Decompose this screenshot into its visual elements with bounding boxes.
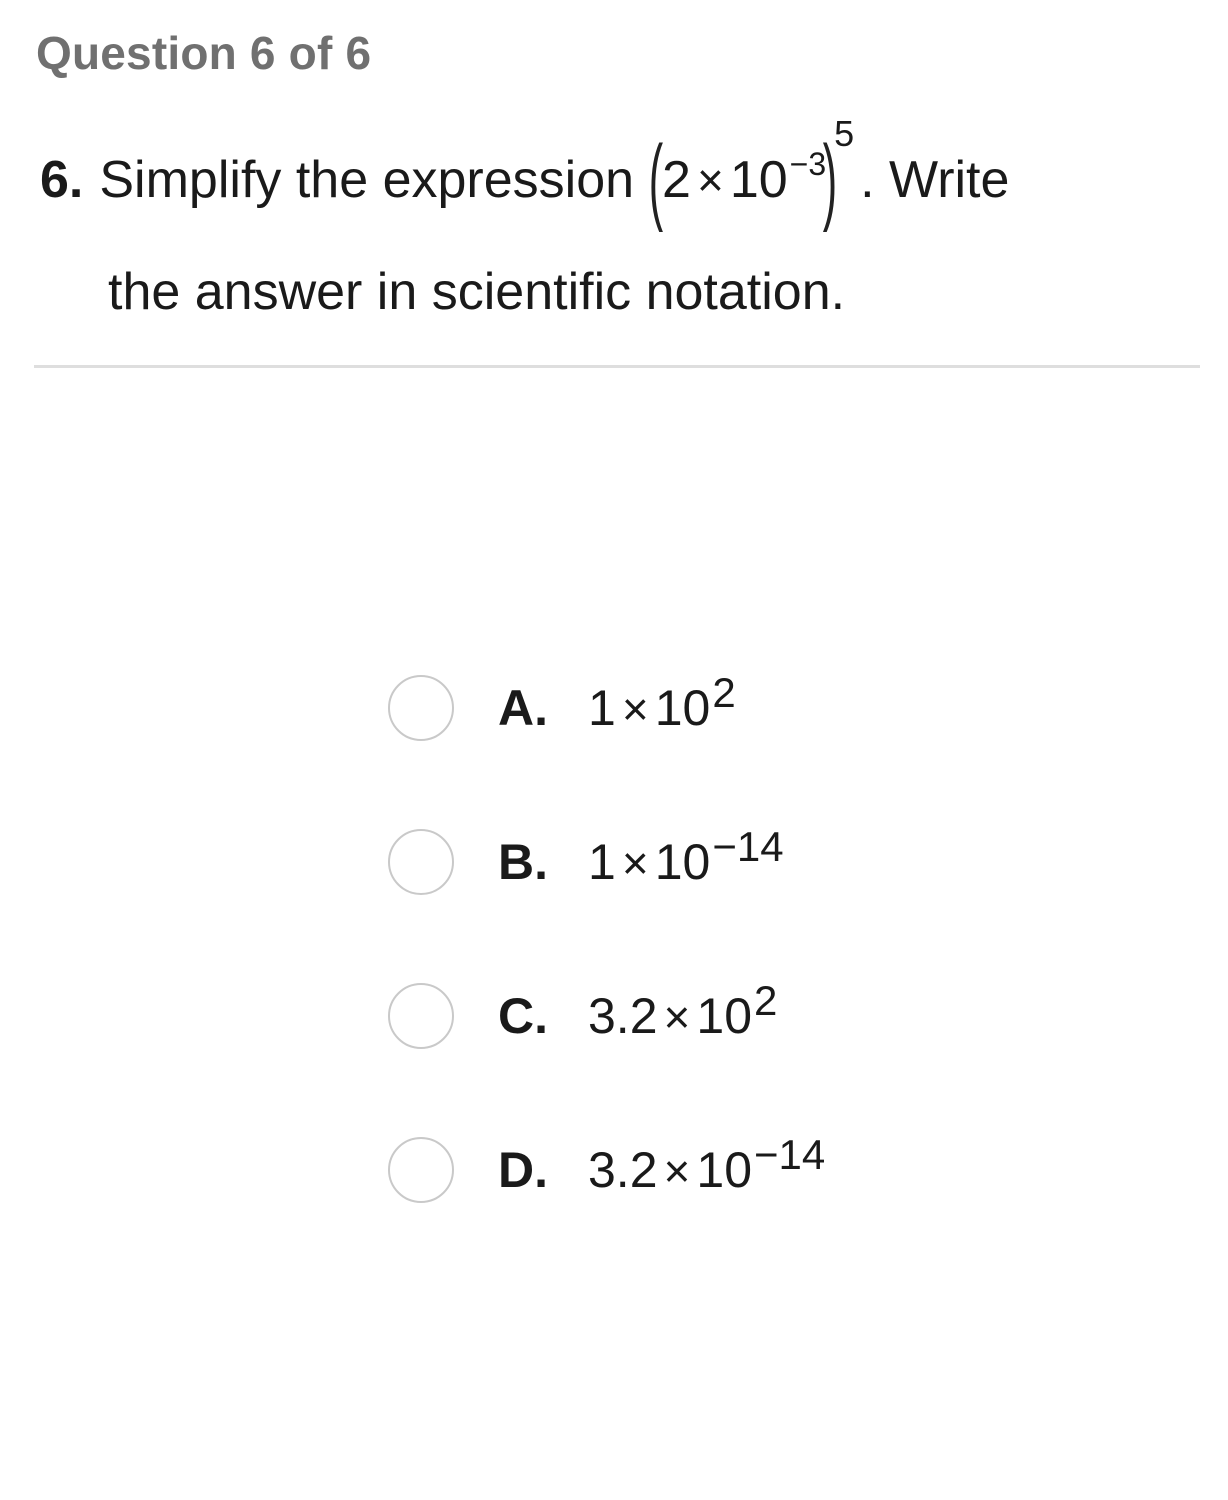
option-letter: B. — [498, 834, 548, 890]
option-expression — [588, 977, 778, 1045]
times-symbol: × — [663, 991, 691, 1043]
times-symbol: × — [696, 154, 724, 206]
question-prompt-line2: the answer in scientific notation. — [108, 263, 846, 321]
option-coefficient: 1 — [588, 680, 616, 736]
answer-option-b[interactable] — [388, 823, 784, 898]
close-paren: ) — [822, 126, 838, 233]
radio-button-b[interactable] — [388, 829, 454, 895]
option-base: 10 — [696, 988, 753, 1044]
times-symbol: × — [663, 1145, 691, 1197]
option-letter: D. — [498, 1142, 548, 1198]
expression-inner-exponent: −3 — [789, 146, 827, 182]
divider — [34, 365, 1200, 368]
question-prompt-line1 — [40, 113, 1010, 233]
option-exponent: −14 — [754, 1131, 826, 1178]
radio-button-a[interactable] — [388, 675, 454, 741]
option-exponent: 2 — [712, 669, 736, 716]
option-exponent: 2 — [754, 977, 778, 1024]
radio-button-d[interactable] — [388, 1137, 454, 1203]
question-text-after: . Write — [860, 151, 1010, 209]
option-letter: C. — [498, 988, 548, 1044]
answer-option-d[interactable] — [388, 1131, 826, 1206]
option-expression — [588, 669, 736, 737]
option-exponent: −14 — [712, 823, 784, 870]
expression-outer-exponent: 5 — [834, 113, 855, 154]
option-coefficient: 3.2 — [588, 1142, 658, 1198]
option-expression — [588, 1131, 826, 1199]
question-number: 6. — [40, 151, 84, 209]
option-coefficient: 1 — [588, 834, 616, 890]
option-letter: A. — [498, 680, 548, 736]
option-base: 10 — [696, 1142, 753, 1198]
radio-button-c[interactable] — [388, 983, 454, 1049]
times-symbol: × — [621, 837, 649, 889]
option-base: 10 — [654, 834, 711, 890]
times-symbol: × — [621, 683, 649, 735]
option-base: 10 — [654, 680, 711, 736]
expression-base: 10 — [729, 151, 788, 209]
option-coefficient: 3.2 — [588, 988, 658, 1044]
answer-option-a[interactable] — [388, 669, 736, 744]
question-counter: Question 6 of 6 — [36, 27, 372, 79]
question-text-before: Simplify the expression — [99, 151, 635, 209]
answer-option-c[interactable] — [388, 977, 778, 1052]
open-paren: ( — [648, 126, 664, 233]
question-expression — [648, 113, 855, 233]
expression-coefficient: 2 — [662, 151, 691, 209]
option-expression — [588, 823, 784, 891]
